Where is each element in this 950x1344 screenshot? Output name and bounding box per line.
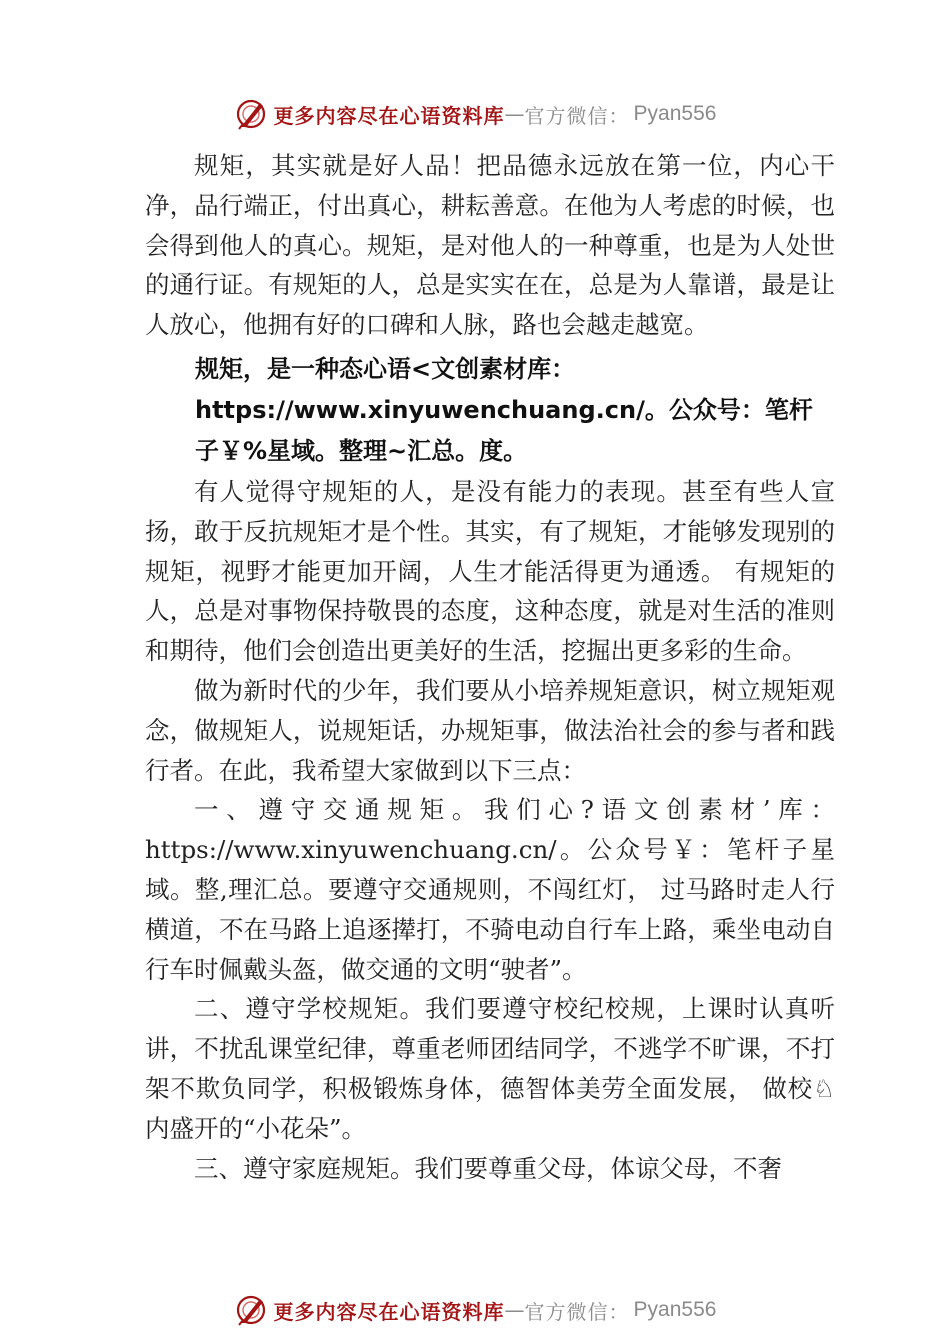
quill-pen-logo-icon bbox=[234, 97, 268, 131]
paragraph-1: 规矩，其实就是好人品！把品德永远放在第一位，内心干净，品行端正，付出真心，耕耘善意。在他为人考虑的时候，也会得到他人的真心。规矩，是对他人的一种尊重，也是为人处世的通行证。有规矩的人，总是实实在在，总是为人靠谱，最是让人放心，他拥有好的口碑和人脉，路也会越走越宽。 bbox=[145, 151, 835, 340]
paragraph-6: 三、遵守家庭规矩。我们要尊重父母，体谅父母，不奢 bbox=[194, 1153, 782, 1183]
document-body bbox=[145, 146, 835, 1188]
footer-banner-title: 更多内容尽在心语资料库 bbox=[273, 1299, 505, 1324]
banner-title: 更多内容尽在心语资料库 bbox=[273, 103, 505, 128]
paragraph-3: 做为新时代的少年，我们要从小培养规矩意识，树立规矩观念，做规矩人，说规矩话，办规矩事，做法治社会的参与者和践行者。在此，我希望大家做到以下三点： bbox=[145, 675, 835, 785]
footer-banner-wechat-id: Pyan556 bbox=[633, 1298, 717, 1321]
banner-wechat-id: Pyan556 bbox=[633, 102, 717, 125]
banner-separator: — bbox=[504, 102, 525, 126]
footer-banner bbox=[0, 1290, 950, 1330]
section-heading: 规矩，是一种态心语<文创素材库：https://www.xinyuwenchuang.cn/。公众号：笔杆子￥%星域。整理~汇总。度。 bbox=[195, 354, 813, 465]
footer-banner-separator: — bbox=[504, 1298, 525, 1322]
footer-banner-wechat-label: 官方微信： bbox=[524, 1299, 630, 1324]
paragraph-2: 有人觉得守规矩的人，是没有能力的表现。甚至有些人宣扬，敢于反抗规矩才是个性。其实，有了规矩，才能够发现别的规矩，视野才能更加开阔，人生才能活得更为通透。 有规矩的人，总是对事物保持敬畏的态度，这种态度，就是对生活的准则和期待，他们会创造出更美好的生活，挖掘出更多彩的生命。 bbox=[145, 476, 835, 666]
paragraph-4: 一、遵守交通规矩。我们心?语文创素材’库：https://www.xinyuwenchuang.cn/。公众号￥：笔杆子星域。整,理汇总。要遵守交通规则，不闯红灯， 过马路时走人行横道，不在马路上追逐撵打，不骑电动自行车上路，乘坐电动自行车时佩戴头盔，做交通的文明“驶者”。 bbox=[145, 795, 835, 984]
paragraph-5: 二、遵守学校规矩。我们要遵守校纪校规，上课时认真听讲，不扰乱课堂纪律，尊重老师团结同学，不逃学不旷课，不打架不欺负同学，积极锻炼身体，德智体美劳全面发展， 做校♘内盛开的“小花朵”。 bbox=[145, 994, 835, 1143]
quill-pen-logo-icon bbox=[234, 1293, 268, 1327]
banner-wechat-label: 官方微信： bbox=[524, 103, 630, 128]
header-banner bbox=[0, 94, 950, 134]
